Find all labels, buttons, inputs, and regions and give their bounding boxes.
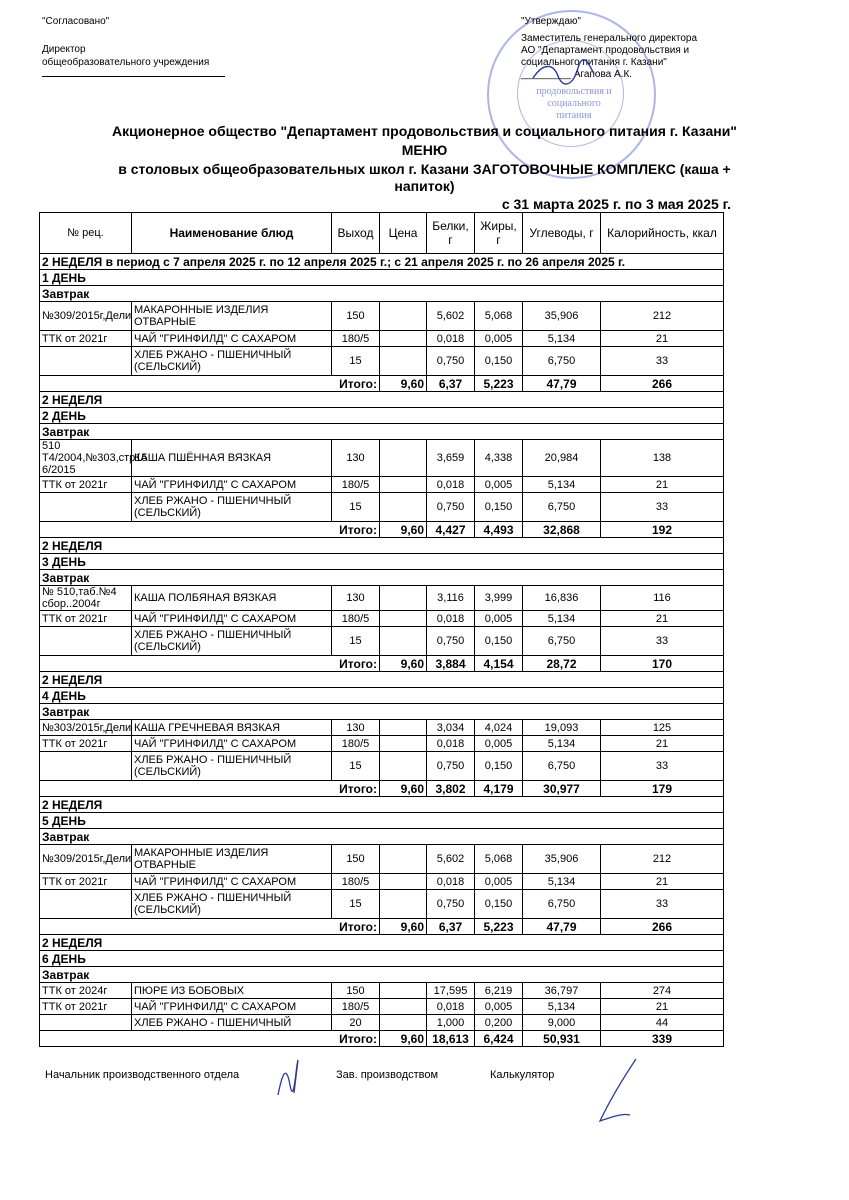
total-carbs: 47,79 [523,376,601,392]
dish-yield: 15 [332,752,380,781]
recipe-code: № 510,таб.№4 сбор..2004г [40,586,132,611]
dish-yield: 180/5 [332,611,380,627]
total-price: 9,60 [380,522,427,538]
dish-yield: 15 [332,347,380,376]
footer-calculator: Калькулятор [490,1069,555,1081]
dish-fat: 5,068 [475,302,523,331]
recipe-code: ТТК от 2021г [40,331,132,347]
dish-price [380,627,427,656]
dish-kcal: 212 [601,845,724,874]
dish-protein: 3,034 [427,720,475,736]
dish-name: ЧАЙ "ГРИНФИЛД" С САХАРОМ [132,477,332,493]
dish-name: ЧАЙ "ГРИНФИЛД" С САХАРОМ [132,874,332,890]
dish-protein: 0,018 [427,331,475,347]
day-label: 3 ДЕНЬ [40,554,724,570]
table-row [40,752,724,781]
dish-yield: 180/5 [332,999,380,1015]
dish-protein: 0,750 [427,752,475,781]
table-row [40,611,724,627]
total-protein: 6,37 [427,376,475,392]
dish-name: ХЛЕБ РЖАНО - ПШЕНИЧНЫЙ [132,1015,332,1031]
day-label: 1 ДЕНЬ [40,270,724,286]
total-fat: 4,154 [475,656,523,672]
total-kcal: 266 [601,376,724,392]
approver-line1: Заместитель генерального директора [521,33,698,44]
menu-period: с 31 марта 2025 г. по 3 мая 2025 г. [501,196,731,212]
meal-label: Завтрак [40,570,724,586]
dish-protein: 0,750 [427,347,475,376]
dish-carbs: 6,750 [523,752,601,781]
dish-price [380,720,427,736]
dish-protein: 0,018 [427,611,475,627]
dish-fat: 0,005 [475,611,523,627]
dish-fat: 0,150 [475,752,523,781]
menu-table [39,212,724,1047]
dish-kcal: 21 [601,874,724,890]
total-price: 9,60 [380,781,427,797]
total-row [40,1031,724,1047]
dish-price [380,440,427,477]
dish-kcal: 21 [601,331,724,347]
recipe-code: ТТК от 2021г [40,999,132,1015]
dish-carbs: 6,750 [523,890,601,919]
total-label: Итого: [40,1031,380,1047]
dish-yield: 150 [332,302,380,331]
recipe-code: №309/2015г,Дели [40,845,132,874]
header-name: Наименование блюд [132,213,332,254]
total-kcal: 266 [601,919,724,935]
header-carbs: Углеводы, г [523,213,601,254]
header-recipe: № рец. [40,213,132,254]
dish-kcal: 212 [601,302,724,331]
day-label-row [40,813,724,829]
total-protein: 6,37 [427,919,475,935]
period-label-row [40,254,724,270]
total-carbs: 30,977 [523,781,601,797]
dish-price [380,736,427,752]
header-yield: Выход [332,213,380,254]
meal-label-row [40,570,724,586]
dish-price [380,1015,427,1031]
total-fat: 4,179 [475,781,523,797]
dish-yield: 180/5 [332,736,380,752]
day-label-row [40,270,724,286]
week-label-row [40,797,724,813]
total-fat: 6,424 [475,1031,523,1047]
dish-price [380,586,427,611]
signature-line [42,76,225,77]
dish-protein: 3,116 [427,586,475,611]
recipe-code [40,890,132,919]
meal-label-row [40,967,724,983]
table-row [40,440,724,477]
dish-name: ЧАЙ "ГРИНФИЛД" С САХАРОМ [132,999,332,1015]
table-row [40,302,724,331]
dish-name: ХЛЕБ РЖАНО - ПШЕНИЧНЫЙ (СЕЛЬСКИЙ) [132,347,332,376]
dish-fat: 3,999 [475,586,523,611]
dish-fat: 0,200 [475,1015,523,1031]
dish-protein: 0,018 [427,874,475,890]
meal-label-row [40,424,724,440]
recipe-code: 510 Т4/2004,№303,стр15 6/2015 [40,440,132,477]
total-protein: 3,802 [427,781,475,797]
recipe-code: ТТК от 2021г [40,611,132,627]
recipe-code [40,1015,132,1031]
dish-yield: 130 [332,720,380,736]
total-price: 9,60 [380,656,427,672]
dish-carbs: 6,750 [523,347,601,376]
dish-carbs: 5,134 [523,331,601,347]
day-label: 5 ДЕНЬ [40,813,724,829]
dish-carbs: 9,000 [523,1015,601,1031]
dish-protein: 1,000 [427,1015,475,1031]
total-carbs: 28,72 [523,656,601,672]
dish-kcal: 33 [601,347,724,376]
dish-carbs: 5,134 [523,477,601,493]
menu-title: МЕНЮ [401,142,448,158]
table-row [40,736,724,752]
total-row [40,781,724,797]
dish-name: ЧАЙ "ГРИНФИЛД" С САХАРОМ [132,331,332,347]
dish-carbs: 5,134 [523,874,601,890]
dish-price [380,983,427,999]
dish-name: ЧАЙ "ГРИНФИЛД" С САХАРОМ [132,611,332,627]
recipe-code: ТТК от 2024г [40,983,132,999]
dish-protein: 5,602 [427,845,475,874]
dish-fat: 0,150 [475,347,523,376]
approved-label: "Утверждаю" [521,16,581,27]
approver-line4: _________ Агапова А.К. [521,69,633,80]
footer-manager: Зав. производством [336,1069,439,1081]
footer-head-production: Начальник производственного отдела [45,1069,240,1081]
day-label-row [40,688,724,704]
dish-kcal: 138 [601,440,724,477]
day-label-row [40,951,724,967]
total-kcal: 170 [601,656,724,672]
dish-fat: 0,005 [475,477,523,493]
dish-fat: 0,150 [475,493,523,522]
meal-label-row [40,286,724,302]
director-title: Директор [42,44,86,55]
dish-carbs: 5,134 [523,736,601,752]
dish-kcal: 21 [601,736,724,752]
total-row [40,919,724,935]
total-kcal: 179 [601,781,724,797]
dish-yield: 130 [332,586,380,611]
total-carbs: 32,868 [523,522,601,538]
table-header-row [40,213,724,254]
week-label-row [40,935,724,951]
dish-price [380,611,427,627]
dish-kcal: 33 [601,890,724,919]
stamp-text: продовольствия и социального питания [536,86,612,121]
total-fat: 5,223 [475,376,523,392]
table-row [40,347,724,376]
day-label-row [40,408,724,424]
recipe-code [40,347,132,376]
day-label-row [40,554,724,570]
total-carbs: 47,79 [523,919,601,935]
meal-label: Завтрак [40,704,724,720]
total-kcal: 339 [601,1031,724,1047]
week-label: 2 НЕДЕЛЯ [40,797,724,813]
dish-yield: 130 [332,440,380,477]
dish-yield: 180/5 [332,477,380,493]
dish-protein: 0,018 [427,477,475,493]
total-carbs: 50,931 [523,1031,601,1047]
dish-price [380,890,427,919]
week-label: 2 НЕДЕЛЯ [40,935,724,951]
dish-fat: 0,005 [475,331,523,347]
table-row [40,890,724,919]
dish-kcal: 33 [601,752,724,781]
dish-price [380,302,427,331]
dish-carbs: 6,750 [523,493,601,522]
dish-name: ЧАЙ "ГРИНФИЛД" С САХАРОМ [132,736,332,752]
dish-fat: 4,338 [475,440,523,477]
table-row [40,983,724,999]
dish-price [380,477,427,493]
dish-yield: 150 [332,983,380,999]
menu-description-line2: напиток) [394,178,455,194]
total-label: Итого: [40,656,380,672]
week-label: 2 НЕДЕЛЯ [40,392,724,408]
dish-price [380,874,427,890]
dish-price [380,752,427,781]
dish-fat: 6,219 [475,983,523,999]
day-label: 6 ДЕНЬ [40,951,724,967]
total-price: 9,60 [380,1031,427,1047]
approver-line2: АО "Департамент продовольствия и [521,45,690,56]
dish-name: ХЛЕБ РЖАНО - ПШЕНИЧНЫЙ (СЕЛЬСКИЙ) [132,752,332,781]
dish-kcal: 21 [601,999,724,1015]
day-label: 4 ДЕНЬ [40,688,724,704]
dish-carbs: 35,906 [523,845,601,874]
dish-kcal: 274 [601,983,724,999]
dish-kcal: 21 [601,611,724,627]
dish-kcal: 125 [601,720,724,736]
dish-fat: 5,068 [475,845,523,874]
dish-carbs: 20,984 [523,440,601,477]
total-label: Итого: [40,376,380,392]
total-row [40,522,724,538]
week-label-row [40,392,724,408]
week-label: 2 НЕДЕЛЯ [40,672,724,688]
recipe-code: №303/2015г,Дели [40,720,132,736]
org-title: Акционерное общество "Департамент продовольствия и социального питания г. Казани" [112,123,737,139]
meal-label: Завтрак [40,424,724,440]
dish-protein: 0,750 [427,493,475,522]
dish-name: ХЛЕБ РЖАНО - ПШЕНИЧНЫЙ (СЕЛЬСКИЙ) [132,890,332,919]
dish-fat: 0,005 [475,736,523,752]
total-fat: 4,493 [475,522,523,538]
dish-yield: 15 [332,890,380,919]
dish-protein: 0,750 [427,627,475,656]
dish-kcal: 116 [601,586,724,611]
dish-kcal: 44 [601,1015,724,1031]
recipe-code [40,627,132,656]
meal-label: Завтрак [40,829,724,845]
dish-kcal: 21 [601,477,724,493]
dish-name: ХЛЕБ РЖАНО - ПШЕНИЧНЫЙ (СЕЛЬСКИЙ) [132,493,332,522]
recipe-code: ТТК от 2021г [40,477,132,493]
table-row [40,720,724,736]
dish-price [380,845,427,874]
dish-name: КАША ПОЛБЯНАЯ ВЯЗКАЯ [132,586,332,611]
dish-fat: 4,024 [475,720,523,736]
dish-carbs: 5,134 [523,611,601,627]
dish-name: КАША ПШЁННАЯ ВЯЗКАЯ [132,440,332,477]
table-row [40,1015,724,1031]
dish-protein: 0,018 [427,999,475,1015]
dish-price [380,999,427,1015]
total-protein: 4,427 [427,522,475,538]
recipe-code [40,752,132,781]
dish-fat: 0,150 [475,627,523,656]
table-row [40,845,724,874]
menu-description-line1: в столовых общеобразовательных школ г. Казани ЗАГОТОВОЧНЫЕ КОМПЛЕКС (каша + [118,161,731,177]
signature-calculator [592,1055,642,1130]
dish-kcal: 33 [601,493,724,522]
total-row [40,656,724,672]
table-row [40,477,724,493]
dish-carbs: 36,797 [523,983,601,999]
meal-label-row [40,829,724,845]
header-fat: Жиры, г [475,213,523,254]
table-row [40,627,724,656]
week-label-row [40,672,724,688]
dish-name: МАКАРОННЫЕ ИЗДЕЛИЯ ОТВАРНЫЕ [132,845,332,874]
day-label: 2 ДЕНЬ [40,408,724,424]
total-label: Итого: [40,522,380,538]
recipe-code [40,493,132,522]
dish-kcal: 33 [601,627,724,656]
recipe-code: №309/2015г,Дели [40,302,132,331]
approver-signature [528,58,598,88]
dish-protein: 0,750 [427,890,475,919]
total-price: 9,60 [380,919,427,935]
header-price: Цена [380,213,427,254]
dish-name: КАША ГРЕЧНЕВАЯ ВЯЗКАЯ [132,720,332,736]
header-kcal: Калорийность, ккал [601,213,724,254]
dish-carbs: 19,093 [523,720,601,736]
director-org: общеобразовательного учреждения [42,57,210,68]
recipe-code: ТТК от 2021г [40,874,132,890]
dish-carbs: 6,750 [523,627,601,656]
table-row [40,999,724,1015]
total-kcal: 192 [601,522,724,538]
total-row [40,376,724,392]
total-price: 9,60 [380,376,427,392]
total-protein: 3,884 [427,656,475,672]
total-fat: 5,223 [475,919,523,935]
menu-table-body [40,254,724,1047]
meal-label: Завтрак [40,967,724,983]
approver-line3: социального питания г. Казани" [521,57,667,68]
table-row [40,331,724,347]
dish-price [380,347,427,376]
week-label-row [40,538,724,554]
dish-protein: 17,595 [427,983,475,999]
recipe-code: ТТК от 2021г [40,736,132,752]
dish-protein: 3,659 [427,440,475,477]
dish-name: ХЛЕБ РЖАНО - ПШЕНИЧНЫЙ (СЕЛЬСКИЙ) [132,627,332,656]
dish-fat: 0,005 [475,874,523,890]
dish-price [380,331,427,347]
dish-yield: 180/5 [332,874,380,890]
meal-label: Завтрак [40,286,724,302]
dish-name: МАКАРОННЫЕ ИЗДЕЛИЯ ОТВАРНЫЕ [132,302,332,331]
week-label: 2 НЕДЕЛЯ [40,538,724,554]
dish-yield: 150 [332,845,380,874]
signature-head-production [268,1055,308,1100]
header-protein: Белки, г [427,213,475,254]
total-label: Итого: [40,919,380,935]
table-row [40,493,724,522]
dish-yield: 20 [332,1015,380,1031]
table-row [40,586,724,611]
dish-carbs: 16,836 [523,586,601,611]
dish-protein: 0,018 [427,736,475,752]
total-label: Итого: [40,781,380,797]
table-row [40,874,724,890]
dish-name: ПЮРЕ ИЗ БОБОВЫХ [132,983,332,999]
dish-carbs: 5,134 [523,999,601,1015]
agreed-label: "Согласовано" [42,16,110,27]
dish-price [380,493,427,522]
dish-yield: 180/5 [332,331,380,347]
dish-yield: 15 [332,627,380,656]
total-protein: 18,613 [427,1031,475,1047]
dish-yield: 15 [332,493,380,522]
meal-label-row [40,704,724,720]
dish-protein: 5,602 [427,302,475,331]
period-label: 2 НЕДЕЛЯ в период с 7 апреля 2025 г. по 12 апреля 2025 г.; с 21 апреля 2025 г. по 26 апреля 2025 г. [40,254,724,270]
dish-carbs: 35,906 [523,302,601,331]
dish-fat: 0,150 [475,890,523,919]
dish-fat: 0,005 [475,999,523,1015]
